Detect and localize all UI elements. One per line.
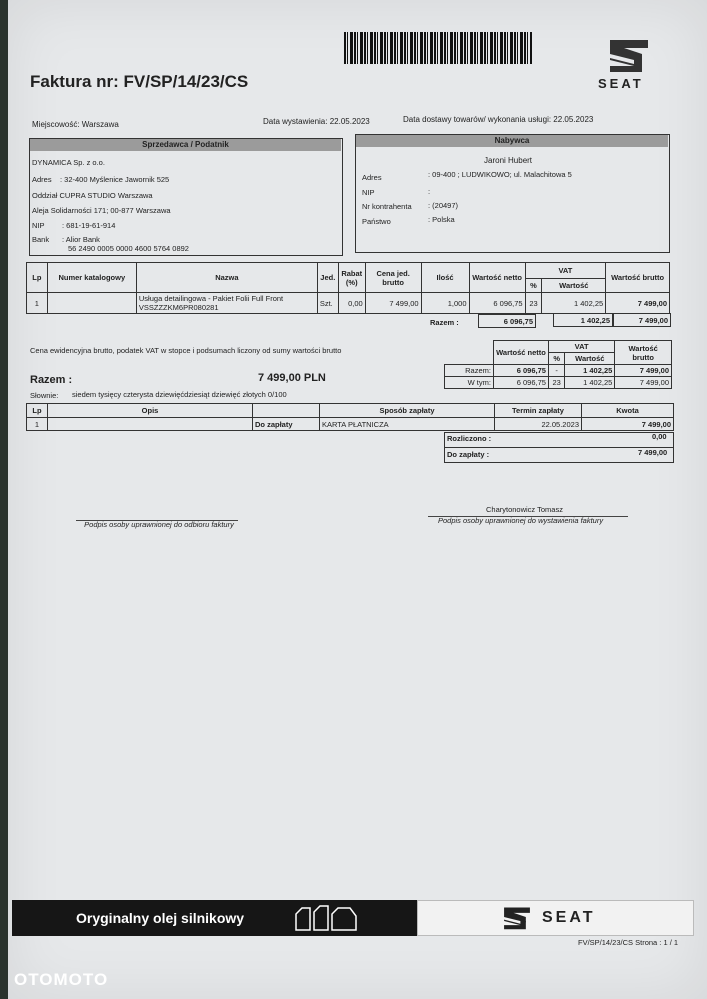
- payment-table: [26, 403, 674, 431]
- amount-words-label: Słownie:: [30, 391, 59, 400]
- col-vat-value: Wartość: [542, 279, 606, 293]
- summary-row-net: 6 096,75: [493, 377, 548, 389]
- items-table: [26, 262, 670, 314]
- buyer-address: : 09-400 ; LUDWIKOWO; ul. Malachitowa 5: [428, 170, 572, 179]
- watermark: OTOMOTO: [14, 970, 109, 989]
- col-vat-pct: %: [525, 279, 542, 293]
- pay-col-due: Termin zapłaty: [495, 404, 582, 418]
- summary-row-net: 6 096,75: [493, 365, 548, 377]
- footer-oil-ad: [12, 900, 417, 936]
- to-pay-value: 7 499,00: [638, 448, 668, 457]
- settled-value: 0,00: [652, 432, 667, 441]
- summary-col-vat: VAT: [548, 341, 614, 353]
- row-vat-value: 1 402,25: [542, 293, 606, 314]
- summary-total-label: Razem :: [30, 374, 73, 386]
- pay-col-amount: Kwota: [582, 404, 674, 418]
- seller-nip-label: NIP: [32, 221, 45, 230]
- place: Miejscowość: Warszawa: [32, 120, 119, 129]
- seller-bank-label: Bank: [32, 235, 50, 244]
- seller-name: DYNAMICA Sp. z o.o.: [32, 158, 105, 167]
- buyer-box: [355, 134, 670, 253]
- pay-row-desc: [48, 418, 253, 431]
- row-name: [136, 293, 317, 314]
- buyer-contractor: : (20497): [428, 201, 459, 210]
- items-total-label: Razem :: [430, 318, 459, 327]
- summary-col-vat-value: Wartość: [565, 353, 615, 365]
- summary-row-pct: 23: [548, 377, 564, 389]
- table-row: [445, 365, 672, 377]
- buyer-contractor-label: Nr kontrahenta: [362, 202, 412, 211]
- pay-col-desc: Opis: [48, 404, 253, 418]
- items-total-vat: 1 402,25: [553, 313, 613, 327]
- seller-branch-address: Aleja Solidarności 171; 00-877 Warszawa: [32, 206, 171, 215]
- row-discount: 0,00: [338, 293, 365, 314]
- seller-bank-name: : Alior Bank: [62, 235, 100, 244]
- invoice-title: Faktura nr: FV/SP/14/23/CS: [30, 72, 249, 91]
- buyer-nip-label: NIP: [362, 188, 375, 197]
- summary-row-gross: 7 499,00: [615, 377, 672, 389]
- table-row: [27, 293, 670, 314]
- col-catalog: Numer katalogowy: [47, 263, 136, 293]
- summary-col-vat-pct: %: [548, 353, 564, 365]
- row-lp: 1: [27, 293, 48, 314]
- row-catalog: [47, 293, 136, 314]
- row-gross: 7 499,00: [606, 293, 670, 314]
- header-brand: SEAT: [598, 76, 644, 91]
- row-unit-price: 7 499,00: [365, 293, 421, 314]
- row-vat-pct: 23: [525, 293, 542, 314]
- col-qty: Ilość: [421, 263, 469, 293]
- summary-row-vat: 1 402,25: [565, 377, 615, 389]
- pay-row-amount: 7 499,00: [582, 418, 674, 431]
- seller-address: : 32-400 Myślenice Jawornik 525: [60, 175, 170, 184]
- seller-heading: Sprzedawca / Podatnik: [30, 139, 341, 151]
- pay-row-due: 22.05.2023: [495, 418, 582, 431]
- row-unit: Szt.: [317, 293, 338, 314]
- summary-table: [444, 340, 672, 389]
- amount-words: siedem tysięcy czterysta dziewięćdziesiąt dziewięć złotych 0/100: [72, 390, 287, 399]
- settled-label: Rozliczono :: [447, 434, 492, 443]
- summary-row-vat: 1 402,25: [565, 365, 615, 377]
- pay-row-lp: 1: [27, 418, 48, 431]
- summary-row-label: W tym:: [445, 377, 494, 389]
- col-gross: Wartość brutto: [606, 263, 670, 293]
- summary-col-net: Wartość netto: [493, 341, 548, 365]
- summary-note: Cena ewidencyjna brutto, podatek VAT w stopce i podsumach liczony od sumy wartości brutto: [30, 346, 342, 355]
- seller-nip: : 681-19-61-914: [62, 221, 116, 230]
- right-signature-caption: Podpis osoby uprawnionej do wystawienia faktury: [438, 516, 604, 525]
- delivery-date: Data dostawy towarów/ wykonania usługi: 22.05.2023: [403, 115, 594, 124]
- seller-bank-account: 56 2490 0005 0000 4600 5764 0892: [68, 244, 189, 253]
- seller-branch: Oddział CUPRA STUDIO Warszawa: [32, 191, 153, 200]
- col-vat: VAT: [525, 263, 606, 279]
- summary-total-amount: 7 499,00 PLN: [258, 372, 326, 384]
- buyer-nip: :: [428, 187, 431, 196]
- seat-logo-icon: [598, 38, 654, 91]
- col-unit: Jed.: [317, 263, 338, 293]
- to-pay-label: Do zapłaty :: [447, 450, 490, 459]
- col-lp: Lp: [27, 263, 48, 293]
- col-net: Wartość netto: [469, 263, 525, 293]
- table-row: [445, 377, 672, 389]
- oil-bottles-icon: [292, 904, 362, 932]
- buyer-country-label: Państwo: [362, 217, 391, 226]
- row-qty: 1,000: [421, 293, 469, 314]
- buyer-name: Jaroni Hubert: [484, 156, 533, 165]
- pay-row-method: KARTA PŁATNICZA: [320, 418, 495, 431]
- barcode: [344, 32, 532, 64]
- items-total-net: 6 096,75: [478, 314, 536, 328]
- footer-brand: SEAT: [542, 909, 596, 926]
- row-name-line1: Usługa detailingowa - Pakiet Folii Full Front: [138, 294, 284, 303]
- summary-row-pct: -: [548, 365, 564, 377]
- col-discount: Rabat (%): [338, 263, 365, 293]
- pay-row-label: Do zapłaty: [253, 418, 320, 431]
- buyer-address-label: Adres: [362, 173, 382, 182]
- row-name-line2: VSSZZZKM6PR080281: [138, 303, 219, 312]
- issue-date: Data wystawienia: 22.05.2023: [263, 117, 370, 126]
- summary-col-gross: Wartość brutto: [615, 341, 672, 365]
- buyer-heading: Nabywca: [356, 135, 668, 147]
- summary-row-label: Razem:: [445, 365, 494, 377]
- left-signature-caption: Podpis osoby uprawnionej do odbioru faktury: [84, 520, 234, 529]
- summary-row-gross: 7 499,00: [615, 365, 672, 377]
- table-row: [27, 418, 674, 431]
- seller-address-label: Adres: [32, 175, 52, 184]
- footer-brand-area: [417, 900, 694, 936]
- pay-col-method: Sposób zapłaty: [320, 404, 495, 418]
- row-net: 6 096,75: [469, 293, 525, 314]
- right-signature-name: Charytonowicz Tomasz: [486, 505, 563, 514]
- footer-banner: [12, 900, 694, 936]
- page-reference: FV/SP/14/23/CS Strona : 1 / 1: [578, 938, 679, 947]
- col-name: Nazwa: [136, 263, 317, 293]
- seat-logo-icon: [500, 906, 534, 932]
- buyer-country: : Polska: [428, 215, 455, 224]
- col-unit-price: Cena jed. brutto: [365, 263, 421, 293]
- footer-banner-text: Oryginalny olej silnikowy: [76, 910, 245, 926]
- pay-col-lp: Lp: [27, 404, 48, 418]
- items-total-gross: 7 499,00: [613, 313, 671, 327]
